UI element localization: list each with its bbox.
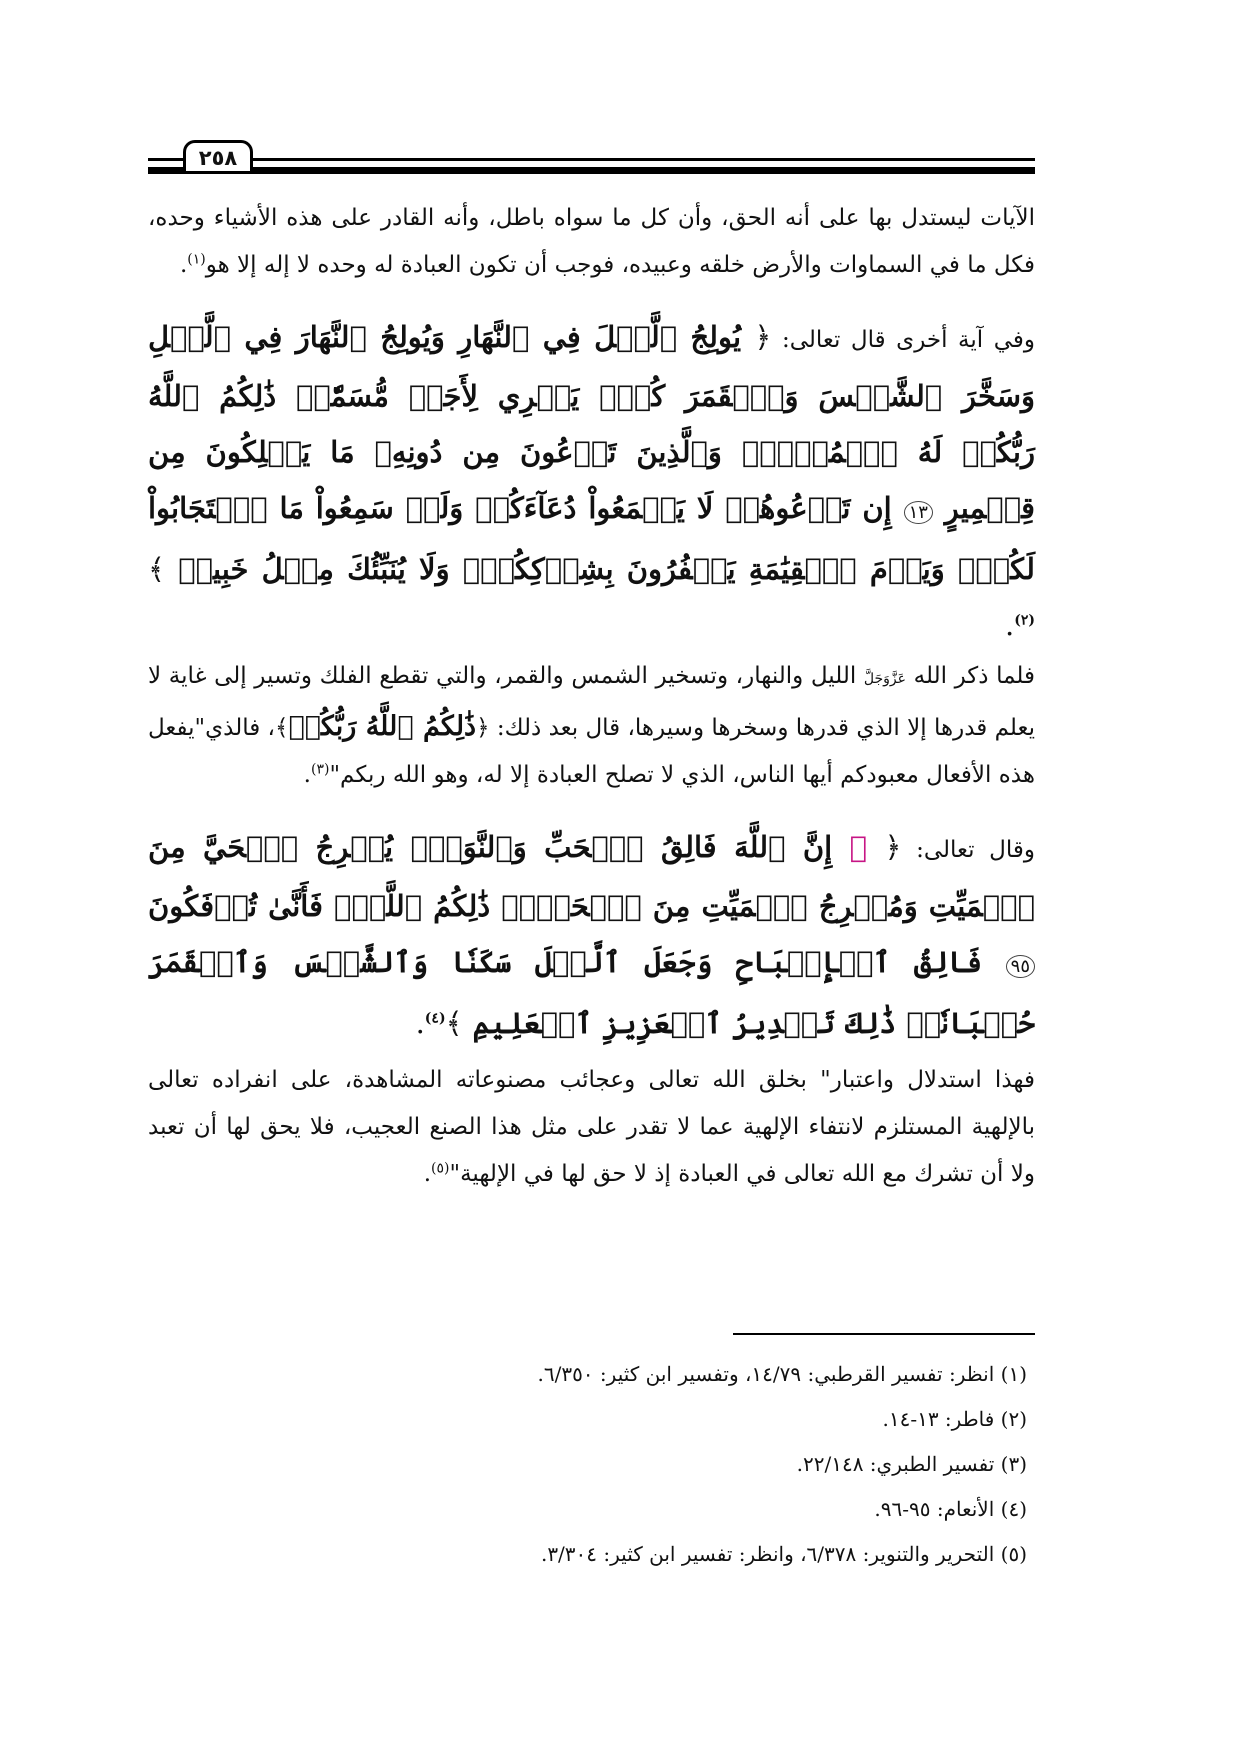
footnote-ref-2[interactable]: (٢) xyxy=(1014,612,1035,629)
paragraph-4-verse-anam xyxy=(148,819,1035,1051)
quran-verse-anam-95: إِنَّ ٱللَّهَ فَالِقُ ٱلۡحَبِّ وَٱلنَّوَىٰۖ يُخۡرِجُ ٱلۡحَيَّ مِنَ ٱلۡمَيِّتِ وَمُخۡرِجُ ٱلۡمَيِّتِ مِنَ ٱلۡحَيِّۚ ذَٰلِكُمُ ٱللَّهُۖ فَأَنَّىٰ تُؤۡفَكُونَ xyxy=(148,830,1035,923)
footnote-4: (٤) الأنعام: ٩٥-٩٦. xyxy=(874,1497,1027,1521)
ayah-number-13: ١٣ xyxy=(904,501,933,524)
quran-close-bracket: ﴾ xyxy=(148,552,165,586)
honorific-glyph: عَزَّوَجَلَّ xyxy=(863,671,906,687)
paragraph-1 xyxy=(148,195,1035,289)
quran-close-bracket: ﴾ xyxy=(274,715,289,741)
paragraph-1-text: الآيات ليستدل بها على أنه الحق، وأن كل ما سواه باطل، وأنه القادر على هذه الأشياء وحده، فكل ما في السماوات والأرض خلقه وعبيده، فوجب أن تكون العبادة له وحده لا إله إلا هو xyxy=(148,205,1035,278)
period: . xyxy=(179,252,188,278)
header-rule-thin xyxy=(148,158,1035,161)
quran-verse-dhalikum: ذَٰلِكُمُ ٱللَّهُ رَبُّكُمۡ xyxy=(288,711,477,742)
period: . xyxy=(415,1006,425,1040)
quran-verse-fatir-14: إِن تَدۡعُوهُمۡ لَا يَسۡمَعُواْ دُعَآءَكُمۡ وَلَوۡ سَمِعُواْ مَا ٱسۡتَجَابُواْ لَكُمۡۖ وَيَوۡمَ ٱلۡقِيَٰمَةِ يَكۡفُرُونَ بِشِرۡكِكُمۡۚ وَلَا يُنَبِّئُكَ مِثۡلُ خَبِيرٖ xyxy=(148,491,1035,586)
page-number: ٢٥٨ xyxy=(183,140,253,171)
footnote-ref-3[interactable]: (٣) xyxy=(310,761,330,778)
footnote-1: (١) انظر: تفسير القرطبي: ١٤/٧٩، وتفسير ابن كثير: ٦/٣٥٠. xyxy=(537,1362,1027,1386)
footnote-5: (٥) التحرير والتنوير: ٦/٣٧٨، وانظر: تفسير ابن كثير: ٣/٣٠٤. xyxy=(540,1542,1027,1566)
quran-close-bracket: ﴾ xyxy=(445,1006,463,1040)
paragraph-2-intro: وفي آية أخرى قال تعالى: xyxy=(771,327,1035,353)
footnote-ref-4[interactable]: (٤) xyxy=(424,1010,446,1027)
footnote-3: (٣) تفسير الطبري: ٢٢/١٤٨. xyxy=(796,1452,1027,1476)
quran-open-bracket: ﴿ xyxy=(754,320,772,354)
paragraph-5-text: فهذا استدلال واعتبار" بخلق الله تعالى وعجائب مصنوعاته المشاهدة، على انفراده تعالى بالإلهية المستلزم لانتفاء الإلهية عما لا تقدر على مثل هذا الصنع العجيب، فلا يحق لها أن تعبد ولا أن تشرك مع الله تعالى في العبادة إذ لا حق لها في الإلهية" xyxy=(148,1067,1035,1187)
footnote-ref-5[interactable]: (٥) xyxy=(431,1160,450,1177)
header-rule-thick xyxy=(148,167,1035,174)
footnote-ref-1[interactable]: (١) xyxy=(187,251,206,268)
footnotes-section xyxy=(148,1352,1035,1577)
rub-el-hizb-icon: ۞ xyxy=(849,830,868,864)
footnote-separator xyxy=(733,1333,1035,1335)
period: . xyxy=(1005,608,1015,642)
quran-open-bracket: ﴿ xyxy=(476,715,490,741)
paragraph-5 xyxy=(148,1057,1035,1198)
paragraph-3 xyxy=(148,653,1035,799)
paragraph-2-verse-fatir xyxy=(148,309,1035,653)
period: . xyxy=(303,762,311,788)
paragraph-4-intro: وقال تعالى: xyxy=(901,837,1036,863)
quran-verse-fatir-13: يُولِجُ ٱلَّيۡلَ فِي ٱلنَّهَارِ وَيُولِجُ ٱلنَّهَارَ فِي ٱلَّيۡلِ وَسَخَّرَ ٱلشَّمۡسَ وَٱلۡقَمَرَ كُلّٞ يَجۡرِي لِأَجَلٖ مُّسَمّٗىۚ ذَٰلِكُمُ ٱللَّهُ رَبُّكُمۡ لَهُ ٱلۡمُلۡكُۚ وَٱلَّذِينَ تَدۡعُونَ مِن دُونِهِۦ مَا يَمۡلِكُونَ مِن قِطۡمِيرٍ xyxy=(148,320,1035,525)
paragraph-3-text-c: ، فالذي"يفعل هذه الأفعال معبودكم أيها الناس، الذي لا تصلح العبادة إلا له، وهو الله ربكم" xyxy=(148,715,1035,788)
footnote-2: (٢) فاطر: ١٣-١٤. xyxy=(882,1407,1027,1431)
quran-open-bracket: ﴿ xyxy=(884,830,902,864)
paragraph-3-text-a: فلما ذكر الله xyxy=(906,663,1035,689)
quran-verse-anam-96: فَالِقُ ٱلۡإِصۡبَاحِ وَجَعَلَ ٱلَّيۡلَ سَكَنٗا وَٱلشَّمۡسَ وَٱلۡقَمَرَ حُسۡبَانٗاۚ ذَٰلِكَ تَقۡدِيرُ ٱلۡعَزِيزِ ٱلۡعَلِيمِ xyxy=(148,945,1035,1040)
ayah-number-95: ٩٥ xyxy=(1006,955,1035,978)
page-body xyxy=(148,195,1035,1198)
period: . xyxy=(423,1161,432,1187)
paragraph-3-text-b: الليل والنهار، وتسخير الشمس والقمر، والتي تقطع الفلك وتسير إلى غاية لا يعلم قدرها إلا الذي قدرها وسخرها وسيرها، قال بعد ذلك: xyxy=(148,663,1035,741)
